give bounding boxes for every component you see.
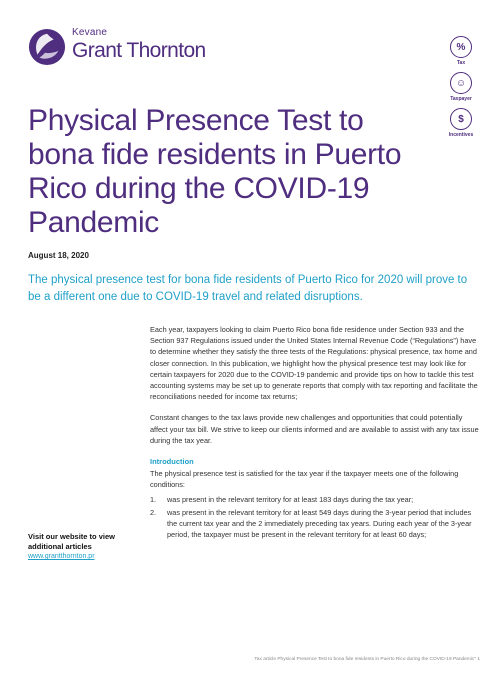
list-number: 2. xyxy=(150,507,157,517)
article-title: Physical Presence Test to bona fide residents in Puerto Rico during the COVID-19 Pandemic xyxy=(28,104,402,239)
side-icon-column xyxy=(444,36,478,144)
body-paragraph-2: Constant changes to the tax laws provide new challenges and opportunities that could potentially affect your tax bill. We strive to keep our clients informed and are available to assist with any tax issue during the tax year. xyxy=(150,413,479,445)
article-date: August 18, 2020 xyxy=(28,251,89,260)
side-icon-tax xyxy=(444,36,478,66)
list-item xyxy=(150,507,480,541)
page-footer: Tax article Physical Presence Test to bona fide residents in Puerto Rico during the COVID-19 Pandemic" 1 xyxy=(254,657,480,662)
grant-thornton-logo-icon xyxy=(28,28,66,66)
side-icon-taxpayer xyxy=(444,72,478,102)
percent-icon: % xyxy=(450,36,472,58)
promo-title: Visit our website to view additional articles xyxy=(28,532,115,551)
body-paragraph-1: Each year, taxpayers looking to claim Puerto Rico bona fide residence under Section 933 and the Section 937 Regulations issued under the United States Internal Revenue Code (“Regulations”) have to determine whether they satisfy the three tests of the Regulations: physical presence, tax home and closer connection. In this publication, we highlight how the physical presence test may look like for certain taxpayers for 2020 due to the COVID-19 pandemic and provide tips on how to tackle this test accounting systems may be set up to generate reports that comply with tax reporting and facilitate the reconciliations needed for income tax returns; xyxy=(150,325,478,402)
conditions-list xyxy=(150,494,480,541)
article-body xyxy=(150,324,480,542)
list-number: 1. xyxy=(150,494,157,504)
website-link[interactable]: www.grantthornton.pr xyxy=(28,553,95,560)
website-promo xyxy=(28,532,138,560)
person-icon: ☺ xyxy=(450,72,472,94)
list-item-text: was present in the relevant territory for at least 183 days during the tax year; xyxy=(167,494,414,504)
side-icon-label: Incentives xyxy=(448,132,474,138)
list-item-text: was present in the relevant territory for at least 549 days during the 3-year period that includes the current tax year and the 2 immediately preceding tax years. During each year of the 3-year period, the taxpayer must be present in the relevant territory for at least 60 days; xyxy=(167,507,472,540)
side-icon-incentives xyxy=(444,108,478,138)
side-icon-label: Taxpayer xyxy=(450,96,472,102)
side-icon-label: Tax xyxy=(456,60,466,66)
dollar-coin-icon: $ xyxy=(450,108,472,130)
intro-paragraph: The physical presence test is satisfied for the tax year if the taxpayer meets one of the following conditions: xyxy=(150,469,459,490)
section-heading-introduction: Introduction xyxy=(150,457,194,467)
logo-name: Grant Thornton xyxy=(72,39,206,62)
list-item xyxy=(150,494,480,505)
logo-kevane: Kevane xyxy=(72,27,108,38)
lead-paragraph: The physical presence test for bona fide residents of Puerto Rico for 2020 will prove to be a different one due to COVID-19 travel and related disruptions. xyxy=(28,274,468,303)
company-logo xyxy=(28,24,248,80)
